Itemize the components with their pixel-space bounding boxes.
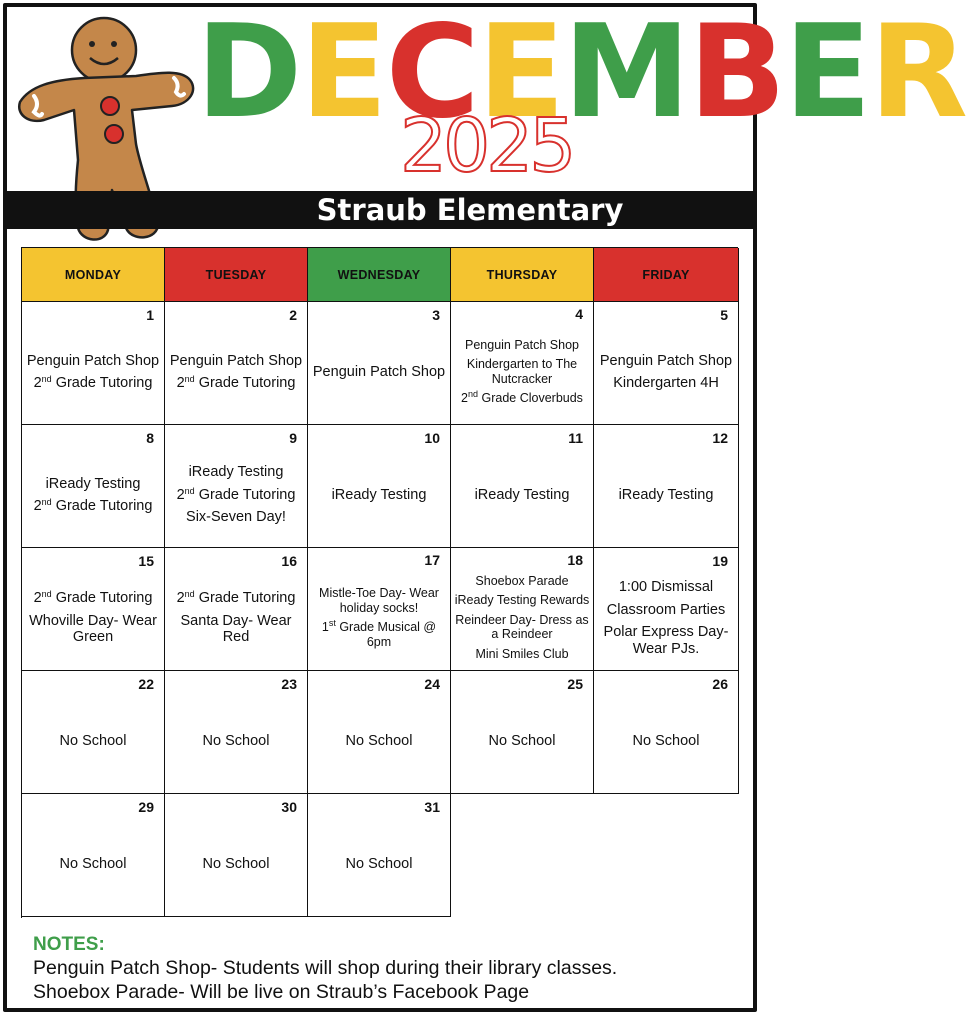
note-line: Shoebox Parade- Will be live on Straub’s Facebook Page (33, 981, 530, 1003)
month-letter: C (385, 0, 478, 147)
day-cell-30 (165, 794, 308, 917)
calendar-event: iReady Testing Rewards (454, 593, 590, 608)
month-letter: R (869, 0, 966, 147)
calendar-event: Classroom Parties (606, 601, 726, 618)
calendar-event: Shoebox Parade (475, 573, 569, 588)
day-cell-16 (165, 548, 308, 671)
weekday-header-thursday: THURSDAY (451, 248, 594, 302)
day-cell-26 (594, 671, 739, 794)
year-title: 2025 (400, 103, 573, 189)
month-letter: D (196, 0, 301, 147)
calendar-event: No School (632, 732, 700, 749)
calendar-event: iReady Testing (618, 486, 714, 503)
date-number: 5 (720, 307, 728, 323)
empty-day-cell (451, 794, 594, 917)
calendar-event: 2nd Grade Tutoring (176, 589, 296, 607)
calendar-event: Six-Seven Day! (186, 509, 286, 526)
day-cell-17 (308, 548, 451, 671)
day-cell-24 (308, 671, 451, 794)
date-number: 18 (567, 552, 583, 568)
day-cell-12 (594, 425, 739, 548)
day-cell-25 (451, 671, 594, 794)
date-number: 24 (424, 676, 440, 692)
weekday-header-wednesday: WEDNESDAY (308, 248, 451, 302)
day-cell-10 (308, 425, 451, 548)
date-number: 1 (146, 307, 154, 323)
calendar-event: No School (345, 855, 413, 872)
calendar-event: Penguin Patch Shop (312, 363, 446, 380)
calendar-event: Reindeer Day- Dress as a Reindeer (455, 612, 589, 642)
date-number: 22 (138, 676, 154, 692)
calendar-event: No School (59, 855, 127, 872)
date-number: 26 (712, 676, 728, 692)
calendar-event: Santa Day- Wear Red (180, 612, 292, 646)
date-number: 16 (281, 553, 297, 569)
day-cell-23 (165, 671, 308, 794)
calendar-event: iReady Testing (45, 475, 141, 492)
day-cell-18 (451, 548, 594, 671)
calendar-event: Whoville Day- Wear Green (29, 612, 157, 646)
calendar-event: Penguin Patch Shop (465, 337, 579, 352)
calendar-event: 2nd Grade Tutoring (33, 374, 153, 391)
date-number: 11 (568, 430, 583, 446)
date-number: 31 (424, 799, 440, 815)
notes-section (33, 934, 733, 1004)
day-cell-2 (165, 302, 308, 425)
date-number: 19 (712, 553, 728, 569)
calendar-event: No School (488, 732, 556, 749)
month-letter: E (300, 0, 386, 147)
month-letter: M (563, 0, 689, 147)
school-name: Straub Elementary (316, 193, 624, 227)
date-number: 23 (281, 676, 297, 692)
calendar-event: 2nd Grade Tutoring (33, 497, 153, 514)
day-cell-19 (594, 548, 739, 671)
notes-title: NOTES: (33, 934, 105, 955)
calendar-event: Kindergarten to The Nutcracker (466, 357, 578, 386)
calendar-event: No School (202, 732, 270, 749)
note-line: Penguin Patch Shop- Students will shop during their library classes. (33, 957, 618, 979)
day-cell-4 (451, 302, 594, 425)
month-letter: E (784, 0, 870, 147)
day-cell-8 (22, 425, 165, 548)
calendar-event: 2nd Grade Tutoring (176, 374, 296, 391)
calendar-event: No School (202, 855, 270, 872)
date-number: 2 (289, 307, 297, 323)
day-cell-3 (308, 302, 451, 425)
date-number: 12 (712, 430, 728, 446)
month-letter: E (477, 0, 564, 147)
day-cell-22 (22, 671, 165, 794)
month-letter: B (688, 0, 784, 147)
date-number: 29 (138, 799, 154, 815)
calendar-event: Penguin Patch Shop (169, 352, 303, 369)
weekday-header-friday: FRIDAY (594, 248, 739, 302)
day-cell-15 (22, 548, 165, 671)
date-number: 15 (138, 553, 154, 569)
date-number: 30 (281, 799, 297, 815)
weekday-header-monday: MONDAY (22, 248, 165, 302)
calendar-event: iReady Testing (188, 464, 284, 481)
date-number: 4 (575, 306, 583, 322)
calendar-event: Kindergarten 4H (613, 375, 719, 391)
day-cell-31 (308, 794, 451, 917)
calendar-event: Penguin Patch Shop (599, 352, 733, 369)
calendar-event: No School (345, 732, 413, 749)
date-number: 10 (424, 430, 440, 446)
day-cell-1 (22, 302, 165, 425)
empty-day-cell (594, 794, 739, 917)
date-number: 3 (432, 307, 440, 323)
weekday-header-tuesday: TUESDAY (165, 248, 308, 302)
calendar-grid (21, 247, 738, 918)
date-number: 25 (567, 676, 583, 692)
day-cell-5 (594, 302, 739, 425)
calendar-event: Mini Smiles Club (475, 646, 569, 661)
date-number: 17 (424, 552, 440, 568)
calendar-event: iReady Testing (474, 486, 570, 503)
date-number: 9 (289, 430, 297, 446)
calendar-event: 1:00 Dismissal (618, 579, 714, 595)
calendar-event: iReady Testing (331, 486, 427, 503)
calendar-event: No School (59, 732, 127, 749)
date-number: 8 (146, 430, 154, 446)
calendar-event: Polar Express Day- Wear PJs. (603, 624, 729, 657)
day-cell-11 (451, 425, 594, 548)
calendar-event: 2nd Grade Cloverbuds (461, 389, 583, 405)
calendar-event: Penguin Patch Shop (26, 352, 160, 369)
calendar-event: 2nd Grade Tutoring (33, 589, 153, 607)
day-cell-29 (22, 794, 165, 917)
day-cell-9 (165, 425, 308, 548)
calendar-event: Mistle-Toe Day- Wear holiday socks! (319, 586, 439, 615)
calendar-event: 2nd Grade Tutoring (176, 485, 296, 503)
calendar-event: 1st Grade Musical @ 6pm (321, 618, 437, 649)
